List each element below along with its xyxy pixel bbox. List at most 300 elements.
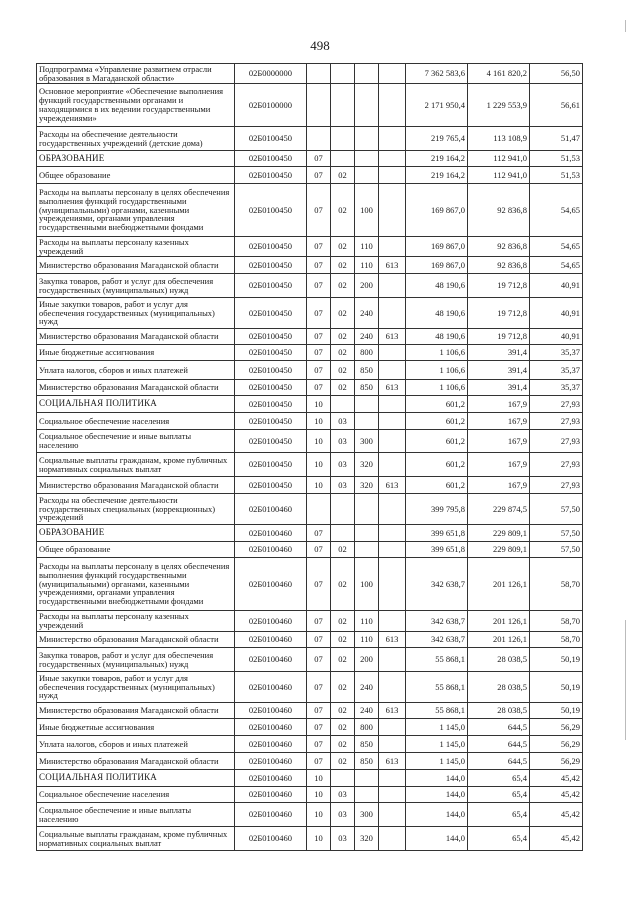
row-planned: 399 795,8 [406,494,468,525]
row-code: 02Б0100450 [235,430,307,453]
row-subsection: 02 [331,558,355,611]
row-executed: 65,4 [468,827,530,851]
row-section: 07 [307,542,331,558]
row-planned: 601,2 [406,430,468,453]
row-percent: 57,50 [530,494,583,525]
row-ministry-code [379,558,406,611]
row-expense-type [355,167,379,184]
row-planned: 601,2 [406,453,468,477]
row-planned: 601,2 [406,396,468,413]
row-planned: 1 106,6 [406,361,468,380]
row-section [307,84,331,127]
table-row [37,151,583,167]
row-percent: 51,53 [530,167,583,184]
row-name: СОЦИАЛЬНАЯ ПОЛИТИКА [37,396,235,413]
row-executed: 28 038,5 [468,672,530,703]
row-code: 02Б0100460 [235,703,307,719]
budget-table [36,63,583,851]
row-expense-type: 850 [355,753,379,770]
row-name: Иные бюджетные ассигнования [37,345,235,361]
row-subsection: 02 [331,648,355,672]
row-planned: 342 638,7 [406,611,468,632]
row-ministry-code: 613 [379,380,406,396]
row-ministry-code [379,361,406,380]
row-expense-type: 850 [355,736,379,753]
row-subsection: 02 [331,298,355,329]
row-expense-type: 320 [355,453,379,477]
row-percent: 50,19 [530,672,583,703]
row-subsection: 02 [331,611,355,632]
table-row [37,719,583,736]
row-code: 02Б0100460 [235,753,307,770]
table-row [37,542,583,558]
table-row [37,525,583,542]
row-code: 02Б0100450 [235,361,307,380]
row-section [307,64,331,84]
row-ministry-code [379,611,406,632]
row-section: 10 [307,396,331,413]
row-planned: 342 638,7 [406,632,468,648]
row-percent: 50,19 [530,703,583,719]
margin-mark [625,20,626,32]
row-name: Социальное обеспечение и иные выплаты населению [37,430,235,453]
row-executed: 644,5 [468,753,530,770]
row-expense-type [355,542,379,558]
row-section: 07 [307,274,331,298]
row-section: 07 [307,329,331,345]
row-subsection: 03 [331,430,355,453]
row-subsection [331,151,355,167]
row-planned: 219 164,2 [406,167,468,184]
row-code: 02Б0100460 [235,827,307,851]
row-percent: 57,50 [530,542,583,558]
row-percent: 56,29 [530,736,583,753]
row-name: Иные бюджетные ассигнования [37,719,235,736]
row-name: Министерство образования Магаданской области [37,703,235,719]
row-executed: 229 809,1 [468,542,530,558]
row-code: 02Б0100450 [235,345,307,361]
row-section: 10 [307,827,331,851]
row-section: 10 [307,413,331,430]
row-name: Социальные выплаты гражданам, кроме публичных нормативных социальных выплат [37,827,235,851]
row-expense-type: 200 [355,648,379,672]
row-name: Расходы на обеспечение деятельности государственных специальных (коррекционных) учреждений [37,494,235,525]
row-expense-type: 110 [355,632,379,648]
row-ministry-code: 613 [379,632,406,648]
row-planned: 1 106,6 [406,380,468,396]
row-section: 07 [307,736,331,753]
row-code: 02Б0100450 [235,396,307,413]
row-name: Основное мероприятие «Обеспечение выполнения функций государственными органами и находящимися в их ведении государственными учреждениями» [37,84,235,127]
row-executed: 201 126,1 [468,558,530,611]
row-code: 02Б0100460 [235,648,307,672]
row-planned: 55 868,1 [406,703,468,719]
row-expense-type [355,396,379,413]
row-section: 10 [307,430,331,453]
row-ministry-code [379,494,406,525]
row-name: Иные закупки товаров, работ и услуг для обеспечения государственных (муниципальных) нужд [37,672,235,703]
row-percent: 56,61 [530,84,583,127]
table-row [37,703,583,719]
row-expense-type [355,151,379,167]
row-name: Общее образование [37,167,235,184]
row-name: Социальное обеспечение населения [37,413,235,430]
row-section: 07 [307,361,331,380]
row-executed: 167,9 [468,477,530,494]
row-subsection: 03 [331,787,355,803]
row-code: 02Б0100450 [235,127,307,151]
row-expense-type [355,525,379,542]
row-name: Иные закупки товаров, работ и услуг для обеспечения государственных (муниципальных) нужд [37,298,235,329]
row-section: 10 [307,770,331,787]
table-row [37,298,583,329]
row-expense-type: 110 [355,237,379,257]
row-ministry-code: 613 [379,753,406,770]
row-percent: 58,70 [530,558,583,611]
row-code: 02Б0100450 [235,184,307,237]
row-percent: 56,29 [530,719,583,736]
row-expense-type [355,770,379,787]
row-planned: 1 106,6 [406,345,468,361]
row-percent: 45,42 [530,787,583,803]
row-executed: 167,9 [468,430,530,453]
table-row [37,494,583,525]
row-expense-type: 110 [355,611,379,632]
row-ministry-code [379,719,406,736]
row-executed: 92 836,8 [468,184,530,237]
row-executed: 391,4 [468,361,530,380]
table-row [37,127,583,151]
row-executed: 644,5 [468,736,530,753]
table-body [37,64,583,851]
row-percent: 45,42 [530,803,583,827]
row-percent: 35,37 [530,380,583,396]
row-percent: 35,37 [530,361,583,380]
row-expense-type: 320 [355,477,379,494]
table-row [37,167,583,184]
row-section: 07 [307,167,331,184]
row-executed: 65,4 [468,803,530,827]
row-expense-type: 240 [355,329,379,345]
row-subsection: 03 [331,827,355,851]
row-ministry-code [379,64,406,84]
row-expense-type: 300 [355,430,379,453]
row-executed: 28 038,5 [468,703,530,719]
table-row [37,396,583,413]
row-executed: 644,5 [468,719,530,736]
row-code: 02Б0100460 [235,542,307,558]
row-name: Расходы на обеспечение деятельности государственных учреждений (детские дома) [37,127,235,151]
row-subsection [331,494,355,525]
row-percent: 27,93 [530,453,583,477]
row-expense-type [355,413,379,430]
row-name: Общее образование [37,542,235,558]
row-expense-type: 100 [355,184,379,237]
table-row [37,648,583,672]
row-planned: 48 190,6 [406,298,468,329]
row-planned: 55 868,1 [406,672,468,703]
row-percent: 54,65 [530,237,583,257]
row-code: 02Б0100450 [235,257,307,274]
row-ministry-code: 613 [379,257,406,274]
row-expense-type: 850 [355,361,379,380]
row-code: 02Б0100450 [235,477,307,494]
row-percent: 35,37 [530,345,583,361]
row-subsection: 02 [331,361,355,380]
row-subsection [331,127,355,151]
row-name: ОБРАЗОВАНИЕ [37,151,235,167]
row-name: Закупка товаров, работ и услуг для обеспечения государственных (муниципальных) нужд [37,274,235,298]
row-section: 07 [307,298,331,329]
row-section: 07 [307,237,331,257]
row-expense-type [355,84,379,127]
table-row [37,380,583,396]
table-row [37,184,583,237]
row-executed: 113 108,9 [468,127,530,151]
row-ministry-code [379,151,406,167]
row-name: Уплата налогов, сборов и иных платежей [37,736,235,753]
row-section: 07 [307,151,331,167]
row-subsection: 02 [331,274,355,298]
row-code: 02Б0100460 [235,736,307,753]
row-executed: 19 712,8 [468,298,530,329]
row-expense-type [355,494,379,525]
row-ministry-code [379,430,406,453]
row-section: 07 [307,719,331,736]
row-ministry-code [379,298,406,329]
row-section: 07 [307,611,331,632]
table-row [37,430,583,453]
row-planned: 48 190,6 [406,274,468,298]
row-ministry-code [379,770,406,787]
row-section: 07 [307,558,331,611]
row-percent: 57,50 [530,525,583,542]
row-code: 02Б0100460 [235,672,307,703]
row-expense-type: 240 [355,298,379,329]
row-subsection: 02 [331,736,355,753]
row-executed: 65,4 [468,770,530,787]
row-ministry-code [379,803,406,827]
row-planned: 601,2 [406,477,468,494]
row-ministry-code: 613 [379,477,406,494]
table-row [37,64,583,84]
row-percent: 56,50 [530,64,583,84]
row-subsection: 02 [331,753,355,770]
table-row [37,770,583,787]
row-code: 02Б0100460 [235,770,307,787]
row-subsection: 03 [331,413,355,430]
row-executed: 112 941,0 [468,167,530,184]
row-executed: 92 836,8 [468,237,530,257]
row-executed: 167,9 [468,413,530,430]
margin-mark [625,620,626,740]
row-code: 02Б0100450 [235,298,307,329]
table-row [37,632,583,648]
row-code: 02Б0100460 [235,558,307,611]
row-code: 02Б0100460 [235,632,307,648]
row-name: СОЦИАЛЬНАЯ ПОЛИТИКА [37,770,235,787]
row-percent: 58,70 [530,611,583,632]
row-executed: 92 836,8 [468,257,530,274]
row-name: Министерство образования Магаданской области [37,753,235,770]
row-subsection: 02 [331,167,355,184]
row-expense-type: 240 [355,703,379,719]
row-percent: 54,65 [530,184,583,237]
table-row [37,827,583,851]
row-name: Закупка товаров, работ и услуг для обеспечения государственных (муниципальных) нужд [37,648,235,672]
table-row [37,753,583,770]
row-code: 02Б0100450 [235,380,307,396]
row-name: Социальное обеспечение и иные выплаты населению [37,803,235,827]
row-name: Уплата налогов, сборов и иных платежей [37,361,235,380]
row-planned: 169 867,0 [406,257,468,274]
row-percent: 54,65 [530,257,583,274]
row-section: 07 [307,345,331,361]
row-section [307,127,331,151]
row-executed: 167,9 [468,396,530,413]
row-planned: 144,0 [406,803,468,827]
row-name: Министерство образования Магаданской области [37,380,235,396]
row-subsection: 03 [331,453,355,477]
row-code: 02Б0100450 [235,413,307,430]
row-executed: 167,9 [468,453,530,477]
row-subsection: 02 [331,632,355,648]
row-subsection: 03 [331,477,355,494]
row-name: Социальные выплаты гражданам, кроме публичных нормативных социальных выплат [37,453,235,477]
row-subsection [331,770,355,787]
row-planned: 48 190,6 [406,329,468,345]
row-ministry-code [379,127,406,151]
page-number: 498 [310,38,330,53]
row-section: 07 [307,380,331,396]
row-planned: 55 868,1 [406,648,468,672]
row-name: Министерство образования Магаданской области [37,329,235,345]
row-code: 02Б0000000 [235,64,307,84]
row-section: 07 [307,753,331,770]
row-subsection: 02 [331,329,355,345]
row-subsection [331,64,355,84]
row-subsection: 02 [331,703,355,719]
row-executed: 28 038,5 [468,648,530,672]
row-code: 02Б0100450 [235,237,307,257]
table-row [37,237,583,257]
row-planned: 2 171 950,4 [406,84,468,127]
row-expense-type: 800 [355,345,379,361]
row-subsection: 02 [331,257,355,274]
row-planned: 144,0 [406,827,468,851]
row-subsection [331,525,355,542]
row-planned: 144,0 [406,787,468,803]
row-executed: 4 161 820,2 [468,64,530,84]
table-row [37,345,583,361]
row-code: 02Б0100450 [235,329,307,345]
row-name: ОБРАЗОВАНИЕ [37,525,235,542]
row-name: Расходы на выплаты персоналу казенных учреждений [37,611,235,632]
row-planned: 7 362 583,6 [406,64,468,84]
row-percent: 27,93 [530,430,583,453]
row-planned: 1 145,0 [406,753,468,770]
row-subsection: 02 [331,237,355,257]
row-section: 07 [307,632,331,648]
row-subsection: 02 [331,719,355,736]
row-name: Министерство образования Магаданской области [37,477,235,494]
row-section: 07 [307,672,331,703]
row-percent: 56,29 [530,753,583,770]
row-ministry-code [379,542,406,558]
row-planned: 219 765,4 [406,127,468,151]
row-executed: 229 874,5 [468,494,530,525]
row-percent: 45,42 [530,827,583,851]
row-name: Министерство образования Магаданской области [37,257,235,274]
row-ministry-code: 613 [379,703,406,719]
row-section: 07 [307,257,331,274]
table-row [37,558,583,611]
row-expense-type: 200 [355,274,379,298]
row-expense-type: 110 [355,257,379,274]
row-ministry-code [379,237,406,257]
row-ministry-code: 613 [379,329,406,345]
row-subsection [331,396,355,413]
row-subsection: 02 [331,672,355,703]
row-code: 02Б0100450 [235,167,307,184]
row-expense-type: 320 [355,827,379,851]
row-section: 07 [307,525,331,542]
row-code: 02Б0100460 [235,525,307,542]
row-subsection: 02 [331,380,355,396]
row-ministry-code [379,648,406,672]
table-row [37,672,583,703]
table-row [37,84,583,127]
table-row [37,274,583,298]
row-expense-type [355,787,379,803]
row-section: 07 [307,184,331,237]
row-expense-type: 850 [355,380,379,396]
table-row [37,329,583,345]
row-name: Социальное обеспечение населения [37,787,235,803]
table-row [37,787,583,803]
row-code: 02Б0100460 [235,719,307,736]
table-row [37,257,583,274]
row-subsection: 02 [331,542,355,558]
row-executed: 19 712,8 [468,274,530,298]
row-ministry-code [379,345,406,361]
row-executed: 391,4 [468,380,530,396]
row-planned: 1 145,0 [406,736,468,753]
row-section: 10 [307,453,331,477]
row-executed: 1 229 553,9 [468,84,530,127]
row-code: 02Б0100460 [235,803,307,827]
row-percent: 27,93 [530,396,583,413]
row-section: 10 [307,787,331,803]
row-planned: 169 867,0 [406,237,468,257]
row-executed: 391,4 [468,345,530,361]
table-row [37,611,583,632]
row-ministry-code [379,167,406,184]
row-name: Расходы на выплаты персоналу в целях обеспечения выполнения функций государственными (муниципальными) органами, казенными учреждениями, органами управления государственными внебюджетными фондами [37,184,235,237]
row-ministry-code [379,274,406,298]
row-expense-type: 240 [355,672,379,703]
row-name: Расходы на выплаты персоналу в целях обеспечения выполнения функций государственными (муниципальными) органами, казенными учреждениями, органами управления государственными внебюджетными фондами [37,558,235,611]
row-planned: 144,0 [406,770,468,787]
table-row [37,803,583,827]
row-name: Подпрограмма «Управление развитием отрасли образования в Магаданской области» [37,64,235,84]
row-ministry-code [379,84,406,127]
row-percent: 27,93 [530,413,583,430]
row-percent: 58,70 [530,632,583,648]
row-expense-type: 100 [355,558,379,611]
row-ministry-code [379,672,406,703]
row-percent: 45,42 [530,770,583,787]
